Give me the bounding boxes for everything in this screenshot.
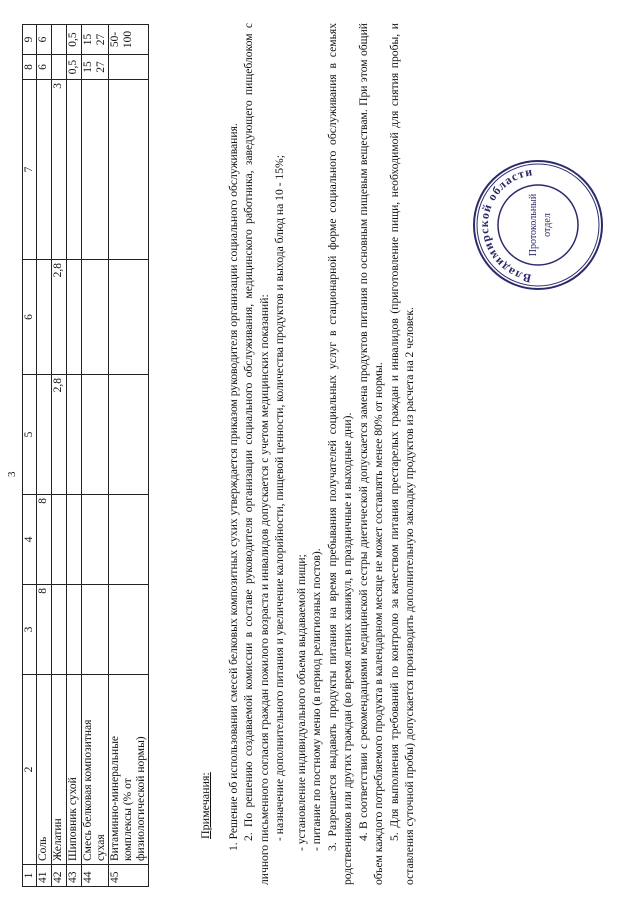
table-cell bbox=[82, 80, 109, 260]
table-cell: 0,5 bbox=[67, 55, 82, 80]
table-cell bbox=[52, 585, 67, 675]
note-paragraph: 3. Разрешается выдавать продукты питания на время пребывания получателей социальных услуг в стационарной форме социального обслуживания в семьях родственников или других граждан (во время летних каникул, в праздничные и выходные дни). bbox=[325, 23, 354, 885]
row-number: 42 bbox=[52, 865, 67, 887]
stamp-center-line: Протокольный bbox=[528, 193, 539, 257]
table-cell bbox=[67, 260, 82, 375]
table-cell bbox=[109, 375, 149, 495]
norms-table bbox=[22, 24, 149, 887]
row-number: 41 bbox=[37, 865, 52, 887]
row-number: 45 bbox=[109, 865, 149, 887]
table-cell bbox=[109, 585, 149, 675]
notes-section bbox=[198, 23, 418, 885]
table-cell: 2,8 bbox=[52, 260, 67, 375]
table-cell: 0,5 bbox=[67, 25, 82, 55]
note-paragraph: 4. В соответствии с рекомендациями медицинской сестры диетической допускается замена продуктов питания по основным пищевым веществам. При этом общий объем каждого потребляемого продукта в календарном месяце не может составлять менее 80% от нормы. bbox=[356, 23, 385, 885]
table-cell: 8 bbox=[37, 585, 52, 675]
table-row bbox=[37, 25, 52, 887]
table-cell: 2,8 bbox=[52, 375, 67, 495]
note-paragraph: 1. Решение об использовании смесей белковых композитных сухих утверждается приказом руководителя организации социального обслуживания. bbox=[226, 123, 240, 851]
table-cell bbox=[82, 260, 109, 375]
stamp-seal-icon bbox=[468, 155, 608, 295]
table-cell: 15 27 bbox=[82, 25, 109, 55]
table-cell bbox=[37, 80, 52, 260]
product-name-line: Смесь белковая композитная bbox=[82, 719, 94, 861]
stamp-center-line: отдел bbox=[542, 213, 553, 237]
official-stamp bbox=[468, 155, 608, 295]
table-cell bbox=[52, 495, 67, 585]
row-number: 44 bbox=[82, 865, 109, 887]
table-cell bbox=[82, 495, 109, 585]
header-cell: 9 bbox=[23, 25, 37, 55]
note-paragraph: - установление индивидуального объема выдаваемой пищи; bbox=[294, 554, 308, 851]
header-cell: 3 bbox=[23, 585, 37, 675]
table-cell: 3 bbox=[52, 80, 67, 260]
product-name-line: комплексы (% от bbox=[122, 778, 134, 861]
table-cell: 50-100 bbox=[109, 25, 149, 55]
table-cell bbox=[52, 55, 67, 80]
header-cell: 7 bbox=[23, 80, 37, 260]
header-cell: 2 bbox=[23, 675, 37, 865]
table-cell bbox=[109, 495, 149, 585]
table-row bbox=[52, 25, 67, 887]
product-name: Желатин bbox=[52, 675, 67, 865]
product-name bbox=[82, 675, 109, 865]
header-cell: 8 bbox=[23, 55, 37, 80]
note-paragraph: 2. По решению создаваемой комиссии в составе руководителя организации социального обслуживания, медицинского работника, заведующего пищеблоком с личного письменного согласия граждан пожилого возраста и инвалидов допускается с учетом медицинских показаний: bbox=[242, 23, 271, 885]
table-cell bbox=[109, 80, 149, 260]
table-row bbox=[82, 25, 109, 887]
table-cell bbox=[67, 585, 82, 675]
header-cell: 1 bbox=[23, 865, 37, 887]
header-cell: 6 bbox=[23, 260, 37, 375]
table-cell bbox=[52, 25, 67, 55]
table-row bbox=[67, 25, 82, 887]
table-cell bbox=[67, 495, 82, 585]
header-cell: 4 bbox=[23, 495, 37, 585]
table-cell bbox=[67, 80, 82, 260]
svg-text:Владимирской области bbox=[477, 164, 534, 285]
table-cell: 6 bbox=[37, 25, 52, 55]
table-row bbox=[109, 25, 149, 887]
product-name: Шиповник сухой bbox=[67, 675, 82, 865]
table-cell: 8 bbox=[37, 495, 52, 585]
product-name-line: Витаминно-минеральные bbox=[109, 735, 121, 861]
note-paragraph: - назначение дополнительного питания и увеличение калорийности, пищевой ценности, количества продуктов и выхода блюд на 10 - 15%; bbox=[273, 155, 286, 841]
product-name bbox=[109, 675, 149, 865]
table-cell: 6 bbox=[37, 55, 52, 80]
table-header-row bbox=[23, 25, 37, 887]
table-cell bbox=[67, 375, 82, 495]
table-cell bbox=[109, 260, 149, 375]
page-number: 3 bbox=[6, 471, 18, 477]
row-number: 43 bbox=[67, 865, 82, 887]
table-cell: 15 27 bbox=[82, 55, 109, 80]
product-name-line: физиологической нормы) bbox=[135, 736, 147, 861]
header-cell: 5 bbox=[23, 375, 37, 495]
notes-title: Примечания: bbox=[198, 772, 212, 839]
product-name-line: сухая bbox=[95, 834, 107, 861]
table-cell bbox=[82, 375, 109, 495]
table-cell bbox=[82, 585, 109, 675]
table-cell bbox=[37, 260, 52, 375]
table-cell bbox=[37, 375, 52, 495]
note-paragraph: - питание по постному меню (в период религиозных постов). bbox=[310, 548, 323, 851]
product-name: Соль bbox=[37, 675, 52, 865]
note-paragraph: 5. Для выполнения требований по контролю за качеством питания престарелых граждан и инвалидов (приготовление пищи, необходимой для снятия пробы, и оставления суточной пробы) допускается производить дополнительную закладку продуктов из расчета на 2 человек. bbox=[387, 23, 416, 885]
stamp-ring-text: Владимирской области bbox=[476, 164, 535, 286]
table-cell bbox=[109, 55, 149, 80]
